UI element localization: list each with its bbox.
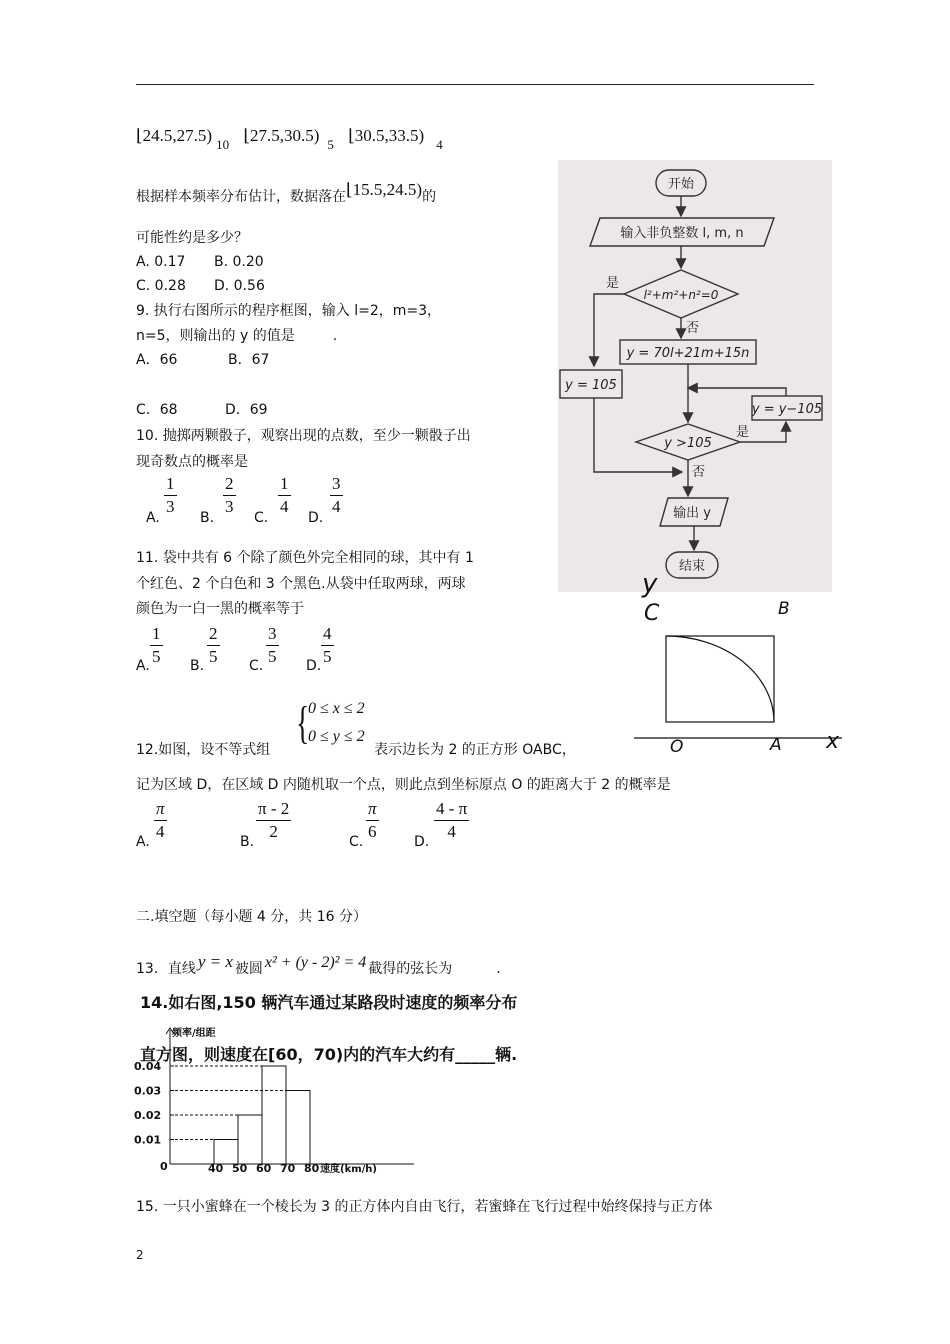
q12-option-c: C. [349,834,364,850]
histogram-x-tick-label: 80 [304,1162,320,1175]
q10-option-a: A. [146,510,160,526]
q12-option-d: D. [414,834,430,850]
q9-option-c: C．68 [136,402,178,418]
q11-fraction-b: 2 5 [209,624,218,666]
square-oabc [666,636,774,722]
q12-pre: 12.如图，设不等式组 [136,742,271,758]
q12-post: 表示边长为 2 的正方形 OABC， [374,742,576,758]
q15-line1: 15. 一只小蜜蜂在一个棱长为 3 的正方体内自由飞行，若蜜蜂在飞行过程中始终保持与正方体 [136,1199,713,1215]
histogram-x-tick-label: 50 [232,1162,248,1175]
q11-fraction-a: 1 5 [152,624,161,666]
condition-1-label: l²+m²+n²=0 [643,288,719,302]
histogram-bar [286,1091,310,1165]
histogram-x-tick-label: 40 [208,1162,224,1175]
q10-option-c: C. [254,510,269,526]
q11-option-d: D. [306,658,322,674]
y-axis-label: y [642,569,658,599]
x-axis-label: x [826,729,840,754]
q9-option-d: D．69 [225,402,268,418]
yes-1-label: 是 [606,276,620,291]
square-figure [620,568,850,758]
q9-line1: 9. 执行右图所示的程序框图，输入 l=2，m=3， [136,303,442,319]
section-2-heading: 二.填空题（每小题 4 分，共 16 分） [136,909,367,925]
q12-option-a: A. [136,834,150,850]
start-label: 开始 [667,177,695,192]
q10-option-d: D. [308,510,324,526]
q12-fraction-c: π 6 [368,799,377,841]
quarter-arc [666,636,774,722]
histogram-bar [238,1115,262,1164]
q8-option-a: A. 0.17 [136,254,186,270]
histogram-bar [214,1140,238,1165]
q10-option-b: B. [200,510,215,526]
no-2-label: 否 [692,465,706,480]
q8-stem: 根据样本频率分布估计，数据落在⌊15.5,24.5)的 [136,180,437,205]
q10-line1: 10. 抛掷两颗骰子，观察出现的点数，至少一颗骰子出 [136,428,471,444]
histogram-x-tick-label: 60 [256,1162,272,1175]
histogram-x-tick-label: 70 [280,1162,296,1175]
q10-fraction-c: 1 4 [280,474,289,516]
end-label: 结束 [678,559,706,574]
q11-option-a: A. [136,658,150,674]
assign-sub-label: y = y−105 [751,402,823,417]
page-number: 2 [136,1248,144,1262]
q11-line3: 颜色为一白一黑的概率等于 [136,601,304,617]
q10-fraction-a: 1 3 [166,474,175,516]
interval-3: ⌊30.5,33.5) [348,126,425,145]
q12-fraction-b: π - 2 2 [258,799,290,841]
q9-option-a: A．66 [136,352,178,368]
q12-fraction-a: π 4 [156,799,165,841]
q13: 13．直线 y = x 被圆 x² + (y - 2)² = 4 截得的弦长为 . [136,952,501,977]
q8-intervals [136,126,443,152]
q12-option-b: B. [240,834,255,850]
input-label: 输入非负整数 l, m, n [620,226,744,241]
q9-option-b: B．67 [228,352,270,368]
interval-2: ⌊27.5,30.5) [243,126,320,145]
output-label: 输出 y [673,506,711,521]
interval-1: ⌊24.5,27.5) [136,126,213,145]
assign-main-label: y = 70l+21m+15n [626,346,750,361]
q12-fraction-d: 4 - π 4 [436,799,468,841]
count-3: 4 [436,137,443,152]
histogram-y-label: 频率/组距 [172,1028,216,1039]
histogram-y-tick-label: 0.01 [134,1133,162,1147]
inequality-y: 0 ≤ y ≤ 2 [308,728,365,745]
q8-stem-line2: 可能性约是多少？ [136,230,248,246]
point-o-label: O [670,737,684,757]
q10-fraction-d: 3 4 [332,474,341,516]
histogram-y-tick-label: 0.02 [134,1109,162,1122]
flowchart-svg [558,160,832,592]
header-rule [136,84,814,85]
circle-equation: x² + (y - 2)² = 4 [264,954,367,971]
q12-line2: 记为区域 D，在区域 D 内随机取一个点，则此点到坐标原点 O 的距离大于 2 的概率是 [136,777,671,793]
count-2: 5 [327,137,334,152]
q9-line2: n=5，则输出的 y 的值是 . [136,328,338,344]
q11-option-c: C. [249,658,264,674]
q14-line2: 直方图，则速度在[60，70)内的汽车大约有_____辆. [140,1045,518,1064]
q11-fraction-d: 4 5 [323,624,332,666]
q11-fraction-c: 3 5 [268,624,277,666]
condition-2-label: y >105 [664,436,712,451]
point-b-label: B [778,599,790,619]
histogram-origin: 0 [160,1160,168,1173]
q8-option-c: C. 0.28 [136,278,186,294]
assign-105-label: y = 105 [565,378,617,393]
q10-fraction-b: 2 3 [225,474,234,516]
q11-line1: 11. 袋中共有 6 个除了颜色外完全相同的球，其中有 1 [136,550,474,566]
point-c-label: C [644,601,660,626]
inequality-x: 0 ≤ x ≤ 2 [308,700,365,717]
q8-option-d: D. 0.56 [214,278,265,294]
histogram-y-tick-label: 0.04 [134,1060,162,1073]
count-1: 10 [216,137,230,152]
histogram-y-tick-label: 0.03 [134,1084,162,1098]
q11-line2: 个红色、2 个白色和 3 个黑色.从袋中任取两球，两球 [136,576,466,592]
q14-line1: 14.如右图,150 辆汽车通过某路段时速度的频率分布 [140,993,518,1012]
q8-option-b: B. 0.20 [214,254,264,270]
histogram-x-label: 速度(km/h) [320,1164,377,1175]
point-a-label: A [770,735,782,755]
q10-line2: 现奇数点的概率是 [136,454,248,470]
flowchart [558,160,832,592]
histogram-bar [262,1066,286,1164]
q11-option-b: B. [190,658,205,674]
no-1-label: 否 [686,321,700,336]
line-equation: y = x [197,952,233,971]
yes-2-label: 是 [736,425,750,440]
